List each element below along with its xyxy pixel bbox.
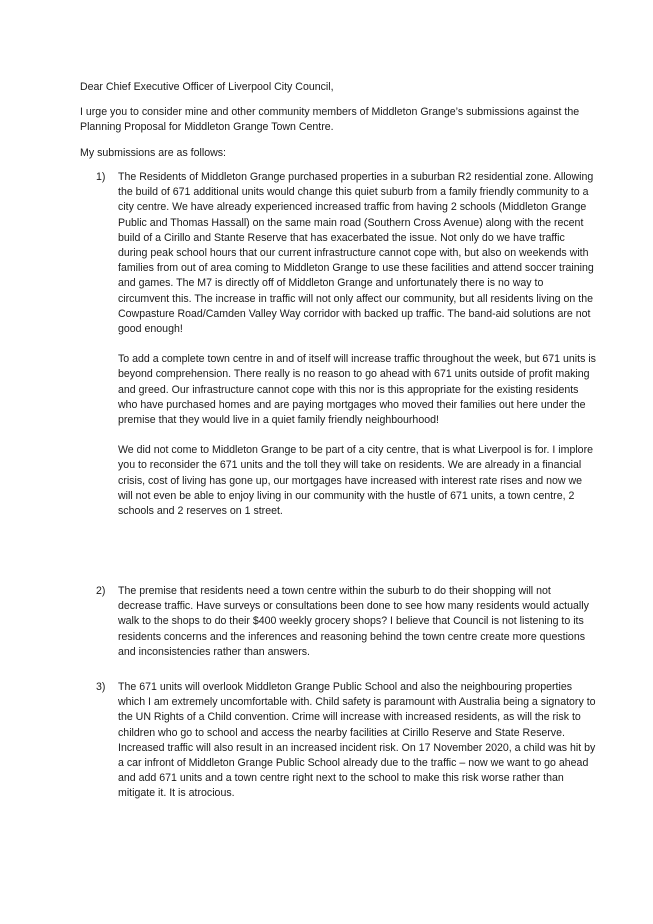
submission-body bbox=[118, 584, 596, 675]
submission-paragraph: We did not come to Middleton Grange to be part of a city centre, that is what Liverpool is for. I implore you to reconsider the 671 units and the toll they will take on residents. We are already in a financial crisis, cost of living has gone up, our mortgages have increased with interest rate rises and now we will not even be able to enjoy living in our community with the hustle of 671 units, a town centre, 2 schools and 2 reserves on 1 street. bbox=[118, 444, 593, 518]
submission-number: 2) bbox=[96, 585, 106, 597]
submission-paragraph: The premise that residents need a town centre within the suburb to do their shopping will not decrease traffic. Have surveys or consultations been done to see how many residents would actually walk to the shops to do their $400 weekly grocery shops? I believe that Council is not listening to its residents concerns and the inferences and reasoning behind the town centre create more questions and inconsistencies rather than answers. bbox=[118, 585, 589, 658]
submission-paragraph: To add a complete town centre in and of itself will increase traffic throughout the week, but 671 units is beyond comprehension. There really is no reason to go ahead with 671 units outside of profit making and greed. Our infrastructure cannot cope with this nor is this appropriate for the existing residents who have purchased homes and are paying mortgages who moved their families out here under the premise that they would live in a quiet family friendly neighbourhood! bbox=[118, 353, 596, 427]
submission-body bbox=[118, 680, 596, 817]
submission-body bbox=[118, 170, 596, 534]
submission-paragraph: The Residents of Middleton Grange purchased properties in a suburban R2 residential zone. Allowing the build of 671 additional units would change this quiet suburb from a family friendly community to a city centre. We have already experienced increased traffic from having 2 schools (Middleton Grange Public and Thomas Hassall) on the same main road (Southern Cross Avenue) along with the recent build of a Cirillo and Stante Reserve that has exacerbated the issue. Not only do we have traffic during peak school hours that our current infrastructure cannot cope with, but also on weekends with families from out of area coming to Middleton Grange to use these facilities and attend soccer training and games. The M7 is directly off of Middleton Grange and unfortunately there is no way to circumvent this. The increase in traffic will not only affect our community, but all residents living on the Cowpasture Road/Camden Valley Way corridor with backed up traffic. The band-aid solutions are not good enough! bbox=[118, 171, 594, 336]
submission-number: 3) bbox=[96, 681, 106, 693]
submissions-lead: My submissions are as follows: bbox=[80, 147, 227, 159]
intro-paragraph: I urge you to consider mine and other community members of Middleton Grange’s submissions against the Planning Proposal for Middleton Grange Town Centre. bbox=[80, 106, 580, 134]
submission-paragraph: The 671 units will overlook Middleton Grange Public School and also the neighbouring properties which I am extremely uncomfortable with. Child safety is paramount with Australia being a signatory to the UN Rights of a Child convention. Crime will increase with increased residents, as will the risk to children who go to school and access the nearby facilities at Cirillo Reserve and State Reserve. Increased traffic will also result in an increased incident risk. On 17 November 2020, a child was hit by a car infront of Middleton Grange Public School already due to the traffic – now we want to go ahead and add 671 units and a town centre right next to the school to make this risk worse rather than mitigate it. It is atrocious. bbox=[118, 681, 596, 800]
submission-number: 1) bbox=[96, 171, 106, 183]
salutation: Dear Chief Executive Officer of Liverpool City Council, bbox=[80, 81, 334, 93]
